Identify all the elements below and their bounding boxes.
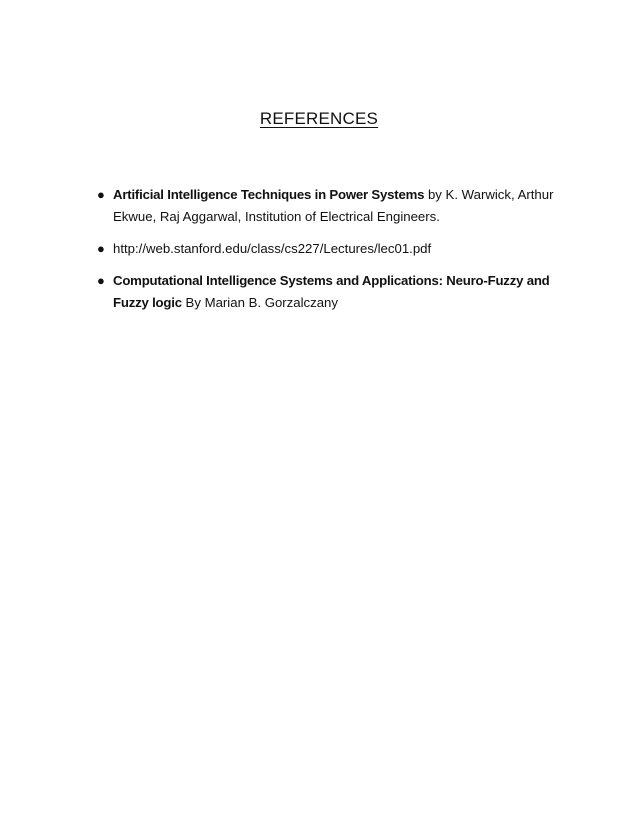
reference-item	[95, 238, 575, 260]
reference-url: http://web.stanford.edu/class/cs227/Lectures/lec01.pdf	[113, 241, 432, 256]
bullet-icon: ●	[97, 241, 105, 256]
reference-title: Computational Intelligence Systems and Applications: Neuro-Fuzzy and Fuzzy logic	[113, 273, 550, 310]
reference-details: By Marian B. Gorzalczany	[181, 295, 338, 310]
bullet-icon: ●	[97, 187, 105, 202]
reference-title: Artificial Intelligence Techniques in Power Systems	[113, 187, 425, 202]
reference-details: by K. Warwick, Arthur Ekwue, Raj Aggarwal, Institution of Electrical Engineers.	[113, 187, 554, 224]
reference-item	[95, 270, 575, 314]
reference-list	[95, 184, 575, 324]
reference-item	[95, 184, 575, 228]
page-title: REFERENCES	[259, 109, 379, 128]
bullet-icon: ●	[97, 273, 105, 288]
